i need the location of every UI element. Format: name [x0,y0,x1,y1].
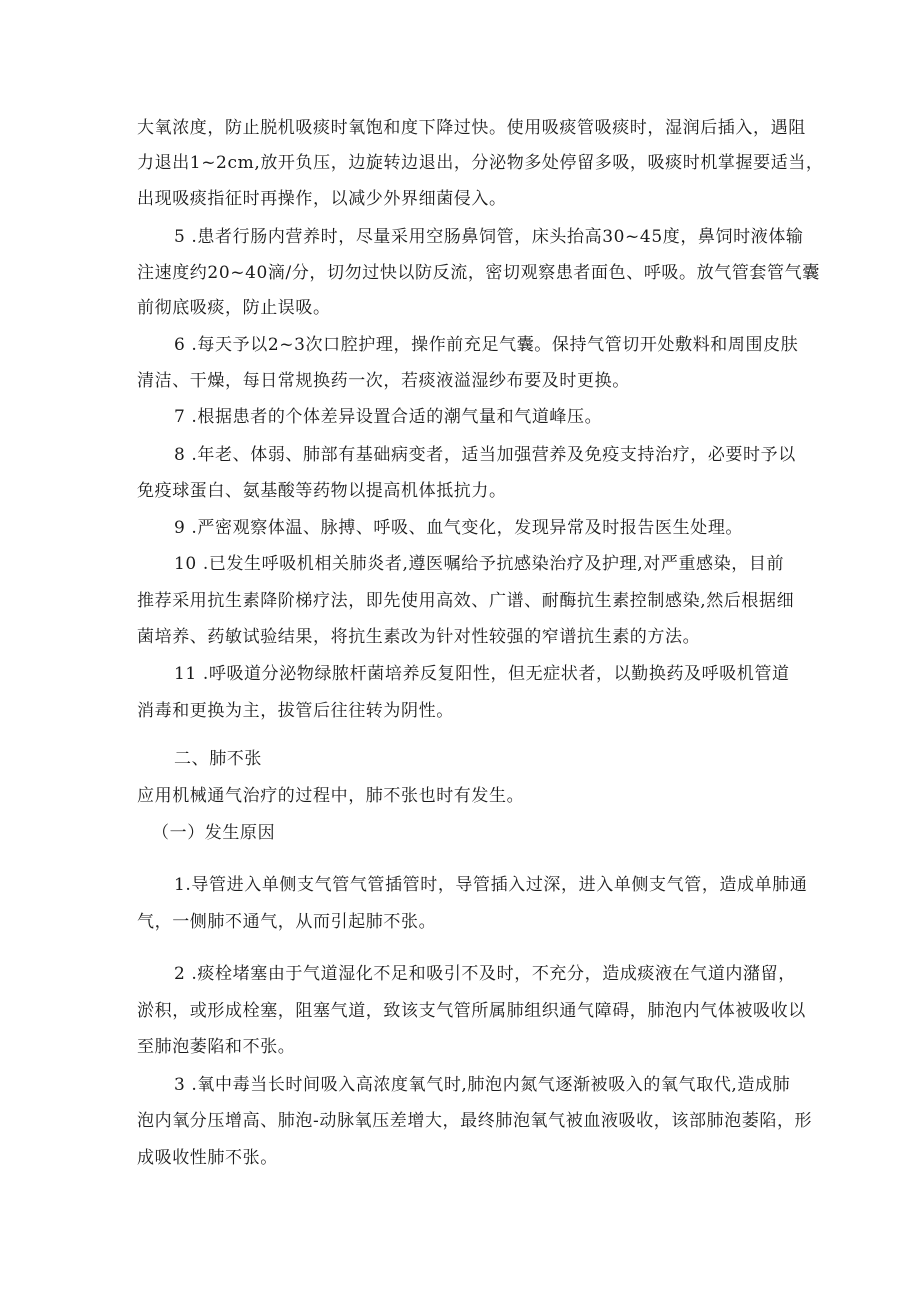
text-line: 应用机械通气治疗的过程中，肺不张也时有发生。 [137,786,525,806]
text-line: 清洁、干燥，每日常规换药一次，若痰液溢湿纱布要及时更换。 [137,371,630,391]
text-line: 1.导管进入单侧支气管气管插管时，导管插入过深，进入单侧支气管，造成单肺通 [174,875,808,895]
text-line: 2 .痰栓堵塞由于气道湿化不足和吸引不及时，不充分，造成痰液在气道内潴留， [174,964,796,984]
text-line: 力退出1~2cm,放开负压，边旋转边退出，分泌物多处停留多吸，吸痰时机掌握要适当， [137,153,824,173]
text-line: 7 .根据患者的个体差异设置合适的潮气量和气道峰压。 [174,407,603,427]
text-line: 10 .已发生呼吸机相关肺炎者,遵医嘱给予抗感染治疗及护理,对严重感染，目前 [174,554,785,574]
text-line: 消毒和更换为主，拔管后往往转为阴性。 [137,701,454,721]
text-line: 推荐采用抗生素降阶梯疗法，即先使用高效、广谱、耐酶抗生素控制感染,然后根据细 [137,591,795,611]
text-line: （一）发生原因 [152,823,276,843]
text-line: 二、肺不张 [174,749,262,769]
text-line: 菌培养、药敏试验结果，将抗生素改为针对性较强的窄谱抗生素的方法。 [137,627,701,647]
text-line: 5 .患者行肠内营养时，尽量采用空肠鼻饲管，床头抬高30~45度，鼻饲时液体输 [174,227,804,247]
text-line: 3 .氧中毒当长时间吸入高浓度氧气时,肺泡内氮气逐渐被吸入的氧气取代,造成肺 [174,1075,791,1095]
text-line: 11 .呼吸道分泌物绿脓杆菌培养反复阳性，但无症状者，以勤换药及呼吸机管道 [174,664,790,684]
text-line: 泡内氧分压增高、肺泡-动脉氧压差增大，最终肺泡氧气被血液吸收，该部肺泡萎陷，形 [137,1111,813,1131]
text-line: 8 .年老、体弱、肺部有基础病变者，适当加强营养及免疫支持治疗，必要时予以 [174,445,796,465]
text-line: 免疫球蛋白、氨基酸等药物以提高机体抵抗力。 [137,481,507,501]
text-line: 9 .严密观察体温、脉搏、呼吸、血气变化，发现异常及时报告医生处理。 [174,518,744,538]
text-line: 气，一侧肺不通气，从而引起肺不张。 [137,912,437,932]
text-line: 淤积，或形成栓塞，阻塞气道，致该支气管所属肺组织通气障碍，肺泡内气体被吸收以 [137,1001,806,1021]
text-line: 前彻底吸痰，防止误吸。 [137,298,331,318]
text-line: 6 .每天予以2~3次口腔护理，操作前充足气囊。保持气管切开处敷料和周围皮肤 [174,335,799,355]
text-line: 出现吸痰指征时再操作，以减少外界细菌侵入。 [137,189,507,209]
text-line: 大氧浓度，防止脱机吸痰时氧饱和度下降过快。使用吸痰管吸痰时，湿润后插入，遇阻 [137,118,806,138]
text-line: 至肺泡萎陷和不张。 [137,1037,296,1057]
text-line: 注速度约20~40滴/分，切勿过快以防反流，密切观察患者面色、呼吸。放气管套管气囊 [137,263,820,283]
text-line: 成吸收性肺不张。 [137,1148,278,1168]
